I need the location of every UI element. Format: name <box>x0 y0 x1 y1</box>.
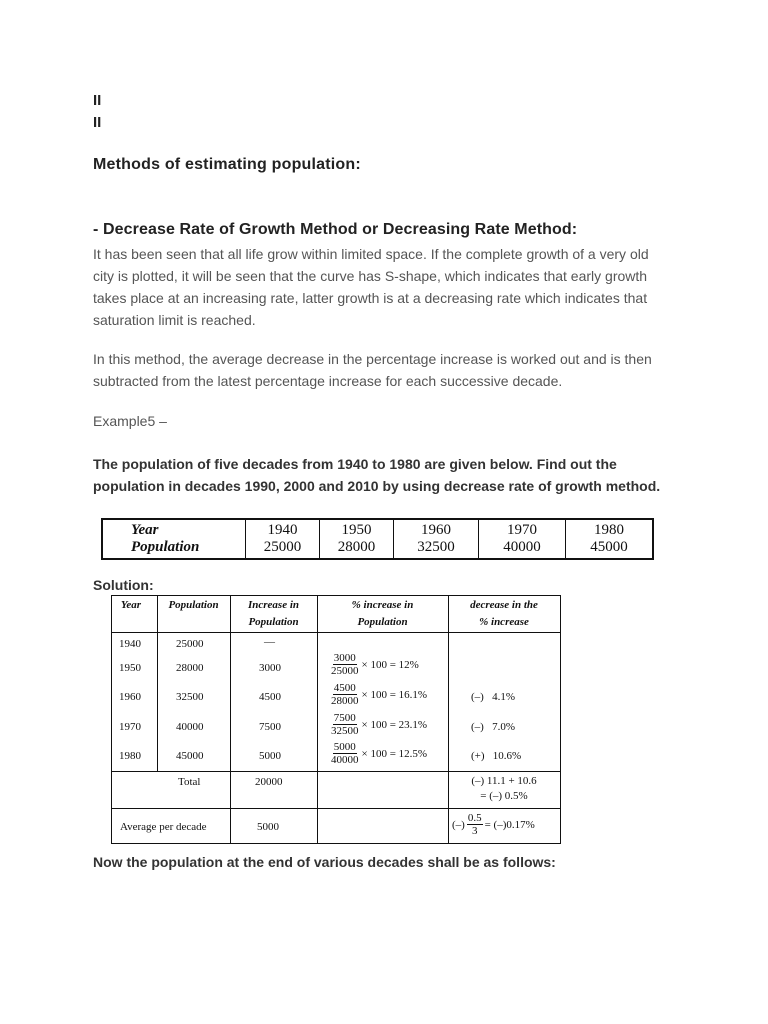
header-population: Population <box>168 599 219 611</box>
table1-column-1980 <box>566 520 652 558</box>
population-cell: 28000 <box>337 539 376 555</box>
population-data-table <box>101 518 654 560</box>
row-increase: 5000 <box>259 750 281 762</box>
section-heading: Methods of estimating population: <box>93 156 361 173</box>
denominator: 32500 <box>331 725 359 737</box>
table1-column-1940 <box>246 520 320 558</box>
row-year: 1940 <box>119 638 141 650</box>
population-cell: 40000 <box>503 539 541 555</box>
row-year: 1980 <box>119 750 141 762</box>
separator-2: II <box>93 114 102 131</box>
pct-formula <box>331 682 427 707</box>
population-cell: 32500 <box>417 539 455 555</box>
population-label: Population <box>131 539 200 555</box>
header-line: Population <box>357 616 408 628</box>
example-label: Example5 – <box>93 413 167 429</box>
population-cell: 25000 <box>263 539 302 555</box>
row-increase: 7500 <box>259 721 281 733</box>
denominator: 28000 <box>331 695 359 707</box>
year-cell: 1970 <box>507 522 537 538</box>
total-decrease-line: (–) 11.1 + 10.6 <box>471 775 537 787</box>
row-population: 40000 <box>176 721 204 733</box>
row-population: 25000 <box>176 638 204 650</box>
denominator: 3 <box>471 825 478 837</box>
total-label: Total <box>178 776 201 788</box>
average-formula <box>452 812 535 837</box>
row-year: 1960 <box>119 691 141 703</box>
pct-result: × 100 = 16.1% <box>361 688 428 701</box>
numerator: 5000 <box>333 741 356 753</box>
total-value: 20000 <box>255 776 283 788</box>
denominator: 40000 <box>331 754 359 766</box>
header-line: decrease in the <box>470 599 538 611</box>
numerator: 4500 <box>333 682 356 694</box>
numerator: 7500 <box>333 712 356 724</box>
header-decrease <box>448 597 560 631</box>
pct-formula <box>331 712 427 737</box>
row-decrease: (+) 10.6% <box>471 750 522 762</box>
year-label: Year <box>131 522 159 538</box>
pct-result: × 100 = 23.1% <box>361 718 428 731</box>
year-cell: 1940 <box>267 522 298 538</box>
table1-label-column <box>103 520 246 558</box>
row-decrease: (–) 7.0% <box>471 721 515 733</box>
total-decrease-line: = (–) 0.5% <box>480 790 528 802</box>
paragraph-method: In this method, the average decrease in the percentage increase is worked out and is then subtracted from the latest percentage increase for each successive decade. <box>93 351 652 389</box>
total-decrease <box>448 774 560 804</box>
average-prefix: (–) <box>452 818 465 831</box>
problem-statement: The population of five decades from 1940 to 1980 are given below. Find out the population in decades 1990, 2000 and 2010 by using decrease rate of growth method. <box>93 456 661 494</box>
header-increase <box>230 597 317 631</box>
pct-formula <box>331 741 427 766</box>
row-population: 28000 <box>176 662 204 674</box>
pct-formula <box>331 652 419 677</box>
table1-column-1960 <box>394 520 479 558</box>
average-label: Average per decade <box>120 821 207 833</box>
header-line: % increase in <box>351 599 414 611</box>
average-value: 5000 <box>257 821 279 833</box>
pct-result: × 100 = 12% <box>361 658 419 671</box>
year-cell: 1950 <box>341 522 372 538</box>
table1-column-1970 <box>479 520 566 558</box>
year-cell: 1960 <box>421 522 451 538</box>
numerator: 3000 <box>333 652 356 664</box>
row-year: 1970 <box>119 721 141 733</box>
closing-statement: Now the population at the end of various decades shall be as follows: <box>93 854 556 870</box>
method-heading: - Decrease Rate of Growth Method or Decreasing Rate Method: <box>93 221 578 238</box>
denominator: 25000 <box>331 665 359 677</box>
header-line: Increase in <box>247 599 300 611</box>
header-line: Population <box>248 616 299 628</box>
row-decrease: (–) 4.1% <box>471 691 515 703</box>
row-population: 45000 <box>176 750 204 762</box>
numerator: 0.5 <box>467 812 482 824</box>
header-line: % increase <box>479 616 529 628</box>
population-cell: 45000 <box>590 539 628 555</box>
pct-result: × 100 = 12.5% <box>361 747 428 760</box>
row-population: 32500 <box>176 691 204 703</box>
header-year: Year <box>120 599 142 611</box>
average-result: = (–)0.17% <box>484 818 535 831</box>
row-increase: — <box>264 636 275 648</box>
separator-1: II <box>93 92 102 109</box>
row-year: 1950 <box>119 662 141 674</box>
row-increase: 3000 <box>259 662 281 674</box>
header-pct-increase <box>317 597 448 631</box>
paragraph-description: It has been seen that all life grow within limited space. If the complete growth of a very old city is plotted, it will be seen that the curve has S-shape, which indicates that early growth takes place at an increasing rate, latter growth is at a decreasing rate which indicates that saturation limit is reached. <box>93 246 649 328</box>
solution-label: Solution: <box>93 577 154 593</box>
table1-column-1950 <box>320 520 394 558</box>
row-increase: 4500 <box>259 691 281 703</box>
solution-table <box>111 595 561 844</box>
year-cell: 1980 <box>594 522 624 538</box>
